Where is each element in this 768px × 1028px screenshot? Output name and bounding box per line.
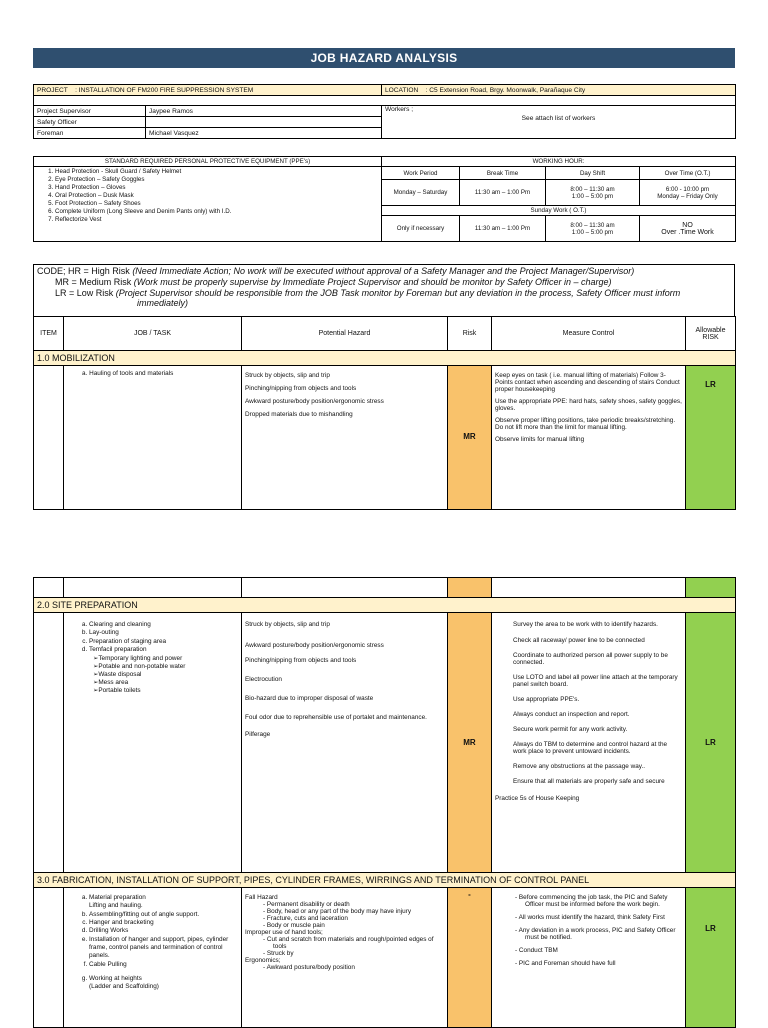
col-break-time: Break Time — [460, 167, 546, 180]
allowable-risk-badge: LR — [686, 366, 736, 510]
supervisor-label: Project Supervisor — [34, 106, 146, 117]
code-lr: LR = Low Risk — [55, 287, 114, 298]
tools-hazard-list — [245, 936, 444, 957]
row1-break: 11:30 am – 1:00 Pm — [460, 180, 546, 206]
measure-item: Remove any obstructions at the passage way.. — [513, 763, 646, 770]
hazard-item: Pinching/nipping from objects and tools — [245, 385, 357, 392]
subtask-item: ➢ Temporary lighting and power — [103, 654, 238, 662]
section-2-title: 2.0 SITE PREPARATION — [34, 598, 736, 613]
hazard-cell — [242, 366, 448, 510]
empty-cell — [686, 578, 736, 598]
empty-cell — [64, 578, 242, 598]
item-cell — [34, 888, 64, 1028]
ppe-item: 1. Head Protection - Skull Guard / Safety Helmet — [55, 168, 378, 176]
row2-day-a: 8:00 – 11:30 am — [570, 221, 615, 229]
table-row — [34, 613, 736, 873]
task-cell — [64, 613, 242, 873]
code-mr: MR = Medium Risk — [55, 276, 132, 287]
hazard-item: - Body, head or any part of the body may have injury — [273, 908, 444, 915]
row1-period: Monday – Saturday — [382, 180, 460, 206]
ppe-working-hours-table — [33, 156, 736, 242]
ppe-list — [37, 168, 378, 224]
measure-item: Use appropriate PPE's. — [513, 696, 580, 703]
task-list — [67, 894, 238, 992]
hazard-cell — [242, 613, 448, 873]
row2-day-shift — [546, 216, 640, 242]
item-cell — [34, 366, 64, 510]
measure-item: - All works must identify the hazard, think Safety First — [525, 914, 682, 921]
hazard-cell — [242, 888, 448, 1028]
location-value: : C5 Extension Road, Brgy. Moonwalk, Parañaque City — [425, 86, 586, 94]
hazard-item: - Cut and scratch from materials and rough/pointed edges of tools — [273, 936, 444, 950]
row1-ot-b: Monday – Friday Only — [657, 192, 718, 200]
ppe-item: 4. Oral Protection – Dusk Mask — [55, 192, 378, 200]
code-hr-desc: (Need Immediate Action; No work will be executed without approval of a Safety Manager and the Project Manager/Supervisor) — [132, 266, 635, 276]
col-work-period: Work Period — [382, 167, 460, 180]
foreman-value: Michael Vasquez — [146, 128, 382, 139]
ppe-list-cell — [34, 167, 382, 242]
measure-cell — [492, 613, 686, 873]
hazard-item: Awkward posture/body position/ergonomic stress — [245, 642, 384, 649]
subtask-item: ➢ Portable toilets — [103, 686, 238, 694]
row2-break: 11:30 am – 1:00 Pm — [460, 216, 546, 242]
task-item: a. Material preparation Lifting and hauling. — [89, 894, 238, 911]
hazard-item: - Awkward posture/body position — [273, 964, 444, 971]
task-item: b. Lay-outing — [89, 629, 238, 637]
row2-period: Only if necessary — [382, 216, 460, 242]
task-cell — [64, 888, 242, 1028]
subtask-item: ➢ Mess area — [103, 678, 238, 686]
hazard-item: Bio-hazard due to improper disposal of waste — [245, 695, 374, 702]
safety-officer-label: Safety Officer — [34, 117, 146, 128]
code-label: CODE; — [37, 266, 66, 276]
safety-officer-value — [146, 117, 382, 128]
col-overtime: Over Time (O.T.) — [640, 167, 736, 180]
task-item: e. Installation of hanger and support, pipes, cylinder frame, control panels and termination of control panels. — [89, 936, 238, 961]
ergo-hazard-list — [245, 964, 444, 971]
measure-item: Ensure that all materials are properly safe and secure — [513, 778, 665, 785]
measure-item: Observe proper lifting positions, take periodic breaks/stretching. Do not lift more than the limit for manual lifting. — [495, 417, 676, 431]
measure-list — [495, 894, 682, 967]
section-row — [34, 873, 736, 888]
workers-value: See attach list of workers — [521, 115, 596, 122]
row2-ot-a: NO — [682, 221, 693, 229]
col-item: ITEM — [34, 317, 64, 351]
project-cell — [34, 85, 382, 96]
hazard-item: Awkward posture/body position/ergonomic stress — [245, 398, 384, 405]
foreman-label: Foreman — [34, 128, 146, 139]
hazard-item: Foul odor due to reprehensible use of portalet and maintenance. — [245, 714, 427, 721]
row1-ot-a: 6:00 - 10:00 pm — [665, 185, 710, 193]
hazard-ergo-heading: Ergonomics; — [245, 957, 281, 964]
project-info-table — [33, 84, 736, 139]
hazard-item: Electrocution — [245, 676, 282, 683]
spacer-row — [34, 96, 736, 106]
code-lr-desc: (Project Supervisor should be responsible from the JOB Task monitor by Foreman but any deviation in the process, Safety Officer must inform — [115, 287, 681, 298]
measure-cell — [492, 888, 686, 1028]
hazard-item: - Permanent disability or death — [273, 901, 444, 908]
measure-item: Survey the area to be work with to identify hazards. — [513, 621, 658, 628]
ppe-item: 5. Foot Protection – Safety Shoes — [55, 200, 378, 208]
code-hr: HR = High Risk — [68, 266, 130, 276]
fall-hazard-list — [245, 901, 444, 929]
allowable-risk-badge: LR — [686, 613, 736, 873]
ppe-item: 2. Eye Protection – Safety Goggles — [55, 176, 378, 184]
hazard-tools-heading: Improper use of hand tools; — [245, 929, 323, 936]
task-cell: a. Hauling of tools and materials — [64, 366, 242, 510]
allowable-risk-badge: LR — [686, 888, 736, 1028]
measure-cell — [492, 366, 686, 510]
hazard-fall-heading: Fall Hazard — [245, 894, 278, 901]
hazard-item: Pinching/nipping from objects and tools — [245, 657, 357, 664]
supervisor-value: Jaypee Ramos — [146, 106, 382, 117]
col-risk: Risk — [448, 317, 492, 351]
hazard-table-1 — [33, 316, 736, 510]
measure-item: Secure work permit for any work activity. — [513, 726, 628, 733]
measure-item: Always conduct an inspection and report. — [513, 711, 630, 718]
measure-item: - Before commencing the job task, the PIC and Safety Officer must be informed before the work begin. — [525, 894, 682, 908]
table-header-row — [34, 317, 736, 351]
hazard-item: - Fracture, cuts and laceration — [273, 915, 444, 922]
col-task: JOB / TASK — [64, 317, 242, 351]
hazard-item: Struck by objects, slip and trip — [245, 621, 330, 628]
row1-day-shift — [546, 180, 640, 206]
hazard-table-2 — [33, 577, 736, 1028]
subtask-item: ➢ Waste disposal — [103, 670, 238, 678]
task-item: c. Hanger and bracketing — [89, 919, 238, 927]
col-day-shift: Day Shift — [546, 167, 640, 180]
hazard-item: Struck by objects, slip and trip — [245, 372, 330, 379]
table-row — [34, 888, 736, 1028]
section-row — [34, 351, 736, 366]
measure-item: Keep eyes on task ( i.e. manual lifting of materials) Follow 3-Points contact when ascending and descending of stairs Conduct proper housekeeping — [495, 372, 680, 393]
task-item: c. Preparation of staging area — [89, 638, 238, 646]
table-row — [34, 366, 736, 510]
section-row — [34, 598, 736, 613]
empty-cell — [34, 578, 64, 598]
measure-item: Practice 5s of House Keeping — [495, 795, 580, 802]
section-3-title: 3.0 FABRICATION, INSTALLATION OF SUPPORT, PIPES, CYLINDER FRAMES, WIRRINGS AND TERMINATION OF CONTROL PANEL — [34, 873, 736, 888]
location-cell — [382, 85, 736, 96]
ppe-item: 3. Hand Protection – Gloves — [55, 184, 378, 192]
row2-ot-b: Over .Time Work — [661, 228, 714, 236]
subtask-list — [67, 654, 238, 694]
row1-overtime — [640, 180, 736, 206]
risk-badge: MR — [448, 366, 492, 510]
working-hour-header: WORKING HOUR: — [382, 157, 736, 167]
ppe-item: 7. Reflectorize Vest — [55, 216, 378, 224]
project-label: PROJECT — [37, 86, 68, 94]
project-value: : INSTALLATION OF FM200 FIRE SUPPRESSION SYSTEM — [75, 86, 254, 94]
table-row — [34, 578, 736, 598]
measure-item: Use LOTO and label all power line attach at the temporary panel switch board. — [513, 674, 678, 688]
row1-day-a: 8:00 – 11:30 am — [570, 185, 615, 193]
sunday-header: Sunday Work ( O.T.) — [382, 206, 736, 216]
col-measure: Measure Control — [492, 317, 686, 351]
row2-overtime — [640, 216, 736, 242]
col-allowable: Allowable RISK — [686, 317, 736, 351]
hazard-item: - Struck by — [273, 950, 444, 957]
measure-item: - Any deviation in a work process, PIC and Safety Officer must be notified. — [525, 927, 682, 941]
empty-cell — [448, 578, 492, 598]
risk-code-legend — [33, 264, 735, 316]
task-item: d. Temfacil preparation — [89, 646, 238, 654]
hazard-item: Pilferage — [245, 731, 271, 738]
measure-item: Observe limits for manual lifting — [495, 436, 585, 443]
task-item: f. Cable Pulling — [89, 961, 238, 969]
task-item: b. Assembling/fitting out of angle support. — [89, 911, 238, 919]
section-1-title: 1.0 MOBILIZATION — [34, 351, 736, 366]
workers-label: Workers ; — [385, 106, 414, 113]
hazard-item: - Body or muscle pain — [273, 922, 444, 929]
task-item: g. Working at heights (Ladder and Scaffolding) — [89, 975, 238, 992]
ppe-item: 6. Complete Uniform (Long Sleeve and Denim Pants only) with I.D. — [55, 208, 378, 216]
ppe-header: STANDARD REQUIRED PERSONAL PROTECTIVE EQUIPMENT (PPE's) — [34, 157, 382, 167]
item-cell — [34, 613, 64, 873]
risk-badge: - — [448, 888, 492, 1028]
measure-item: Coordinate to authorized person all power supply to be connected. — [513, 652, 668, 666]
risk-badge: MR — [448, 613, 492, 873]
measure-item: Always do TBM to determine and control hazard at the work place to prevent untoward incidents. — [513, 741, 668, 755]
hazard-item: Dropped materials due to mishandling — [245, 411, 353, 418]
location-label: LOCATION — [385, 86, 419, 94]
code-mr-desc: (Work must be properly supervise by Immediate Project Supervisor and should be monitor by Safety Officer in – charge) — [133, 276, 612, 287]
row1-day-b: 1:00 – 5:00 pm — [571, 192, 614, 200]
subtask-item: ➢ Potable and non-potable water — [103, 662, 238, 670]
workers-cell — [382, 106, 736, 139]
code-lr-desc-2: immediately) — [137, 298, 189, 309]
measure-item: Use the appropriate PPE: hard hats, safety shoes, safety goggles, gloves. — [495, 398, 682, 412]
measure-item: - Conduct TBM — [525, 947, 682, 954]
task-list — [67, 621, 238, 654]
empty-cell — [242, 578, 448, 598]
document-title: JOB HAZARD ANALYSIS — [33, 48, 735, 68]
task-item: a. Clearing and cleaning — [89, 621, 238, 629]
row2-day-b: 1:00 – 5:00 pm — [571, 228, 614, 236]
empty-cell — [492, 578, 686, 598]
measure-item: Check all raceway/ power line to be connected — [513, 637, 645, 644]
task-item: d. Drilling Works — [89, 927, 238, 935]
col-hazard: Potential Hazard — [242, 317, 448, 351]
measure-item: - PIC and Foreman should have full — [525, 960, 682, 967]
